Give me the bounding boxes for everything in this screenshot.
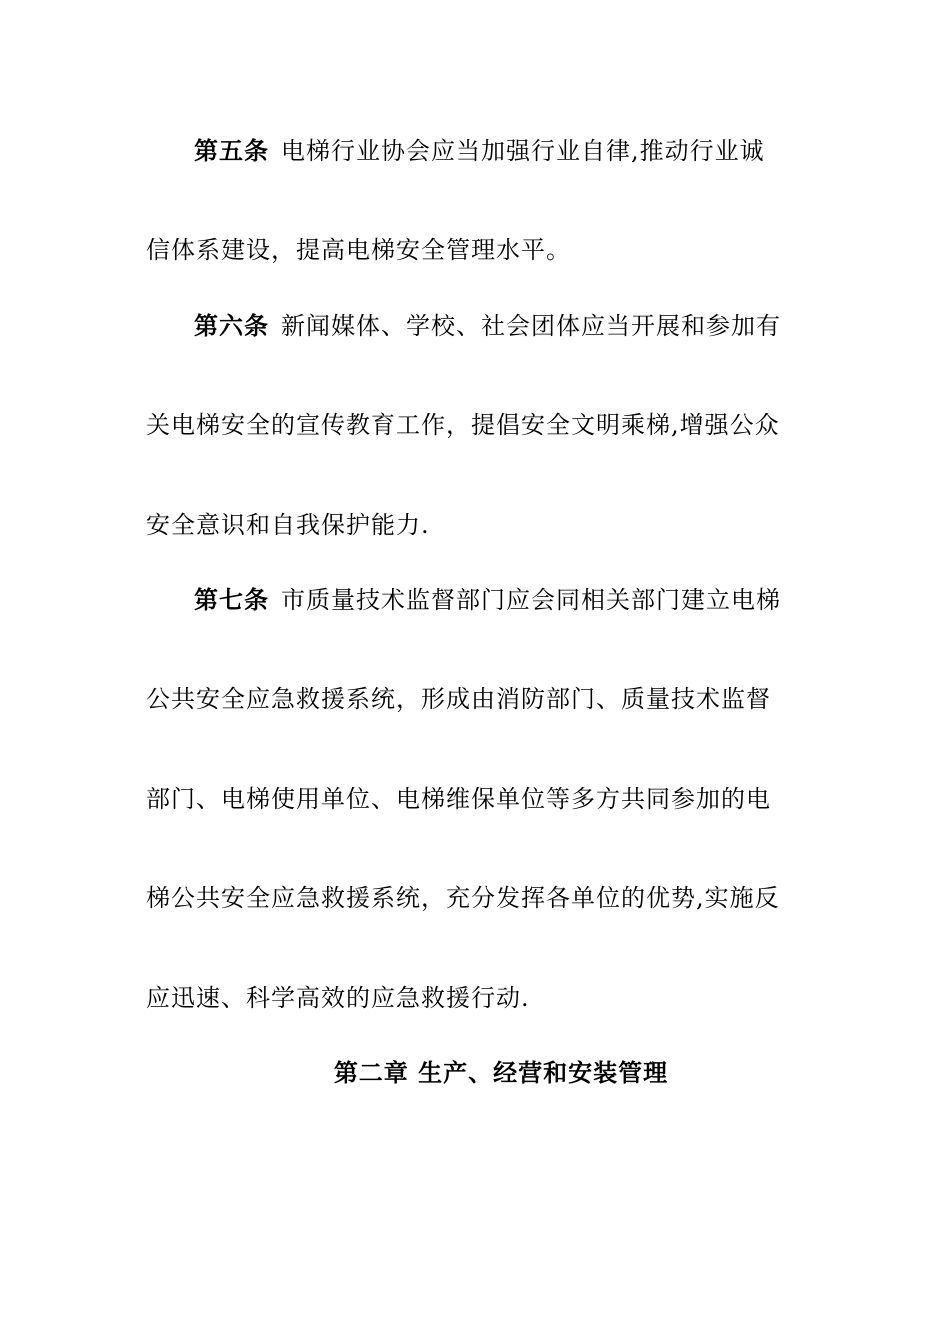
article-7-text-line-5: 应迅速、科学高效的应急救援行动. xyxy=(146,984,530,1012)
article-7-text-line-3: 部门、电梯使用单位、电梯维保单位等多方共同参加的电 xyxy=(146,785,771,813)
article-6-text-line-1: 新闻媒体、学校、社会团体应当开展和参加有 xyxy=(281,312,781,340)
article-5-first-line xyxy=(194,136,854,166)
article-7-text-line-1: 市质量技术监督部门应会同相关部门建立电梯 xyxy=(281,586,781,614)
article-7-first-line xyxy=(194,585,854,615)
article-6-text-line-3: 安全意识和自我保护能力. xyxy=(146,511,430,539)
article-6-first-line xyxy=(194,311,854,341)
chapter-2-heading: 第二章 生产、经营和安装管理 xyxy=(333,1058,669,1087)
article-5-label: 第五条 xyxy=(194,136,269,165)
article-7-label: 第七条 xyxy=(194,585,269,614)
article-6-label: 第六条 xyxy=(194,311,269,340)
article-5-text-line-2: 信体系建设，提高电梯安全管理水平。 xyxy=(146,236,571,264)
article-6-text-line-2: 关电梯安全的宣传教育工作，提倡安全文明乘梯,增强公众 xyxy=(146,411,780,439)
article-5-text-line-1: 电梯行业协会应当加强行业自律,推动行业诚 xyxy=(281,137,765,165)
article-7-text-line-4: 梯公共安全应急救援系统，充分发挥各单位的优势,实施反 xyxy=(146,884,780,912)
article-7-text-line-2: 公共安全应急救援系统，形成由消防部门、质量技术监督 xyxy=(146,685,771,713)
